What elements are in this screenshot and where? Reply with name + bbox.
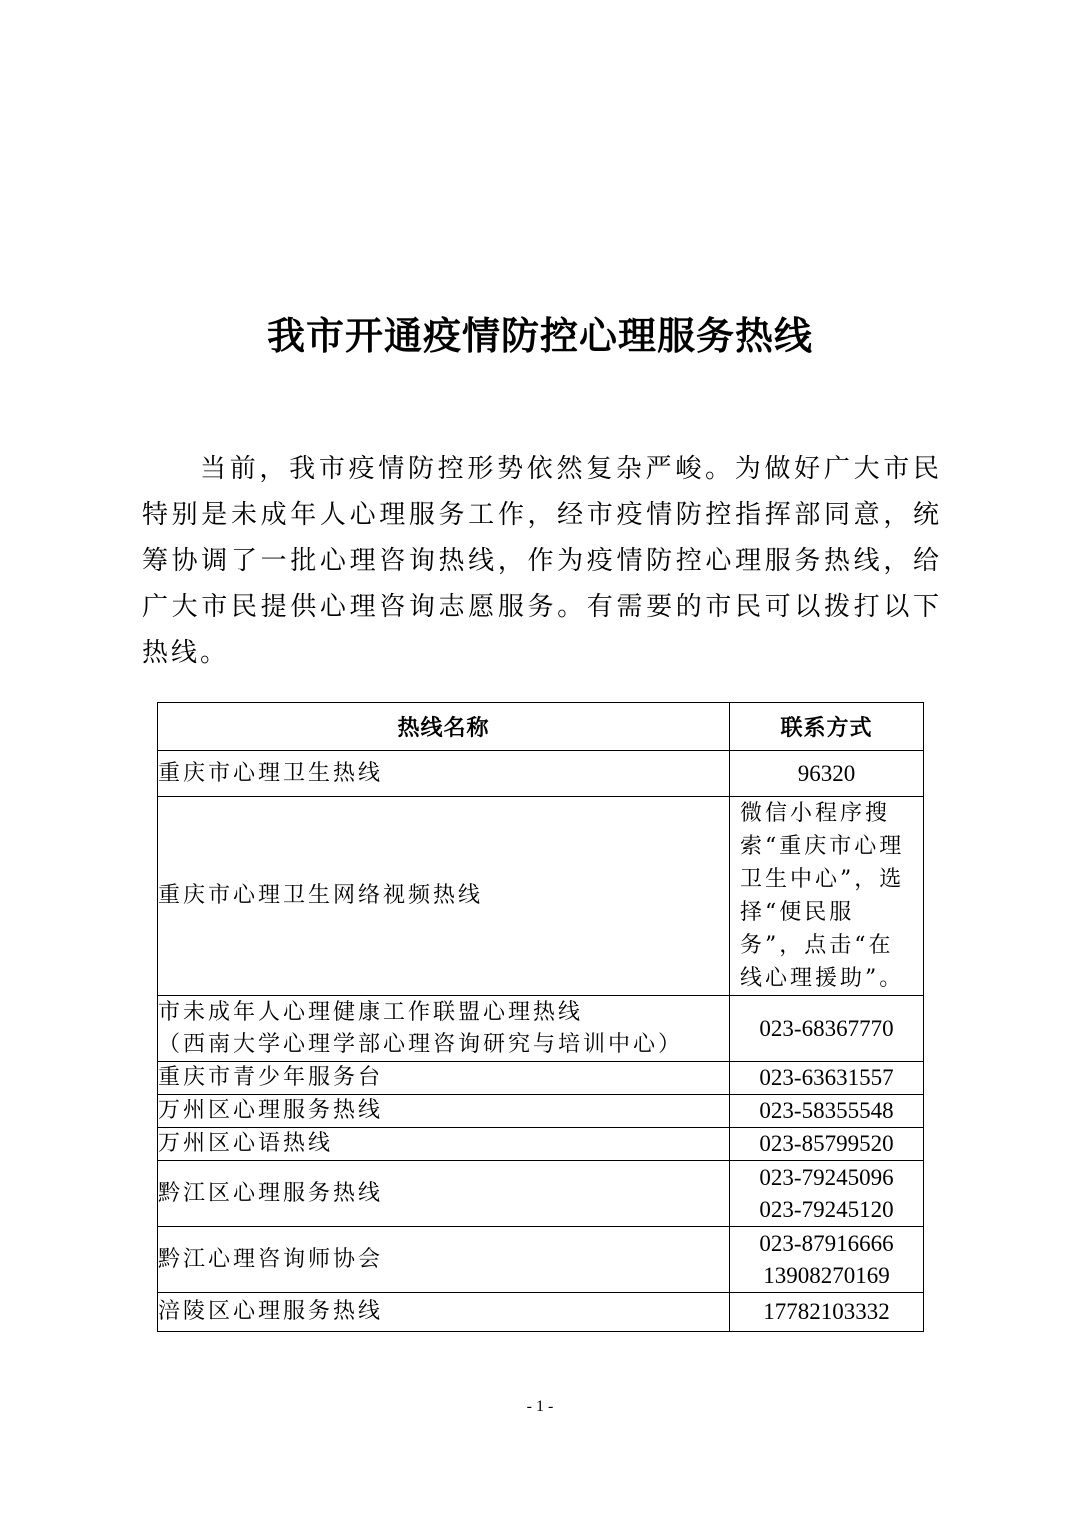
hotline-name: 黔江区心理服务热线 xyxy=(158,1161,730,1227)
table-row xyxy=(158,1062,924,1095)
hotline-contact-line1: 023-87916666 xyxy=(759,1230,894,1256)
hotline-name: 重庆市心理卫生热线 xyxy=(158,751,730,797)
hotline-name xyxy=(158,996,730,1062)
table-row xyxy=(158,996,924,1062)
table-row xyxy=(158,751,924,797)
table-row xyxy=(158,1095,924,1128)
table-row xyxy=(158,1161,924,1227)
table-row xyxy=(158,1128,924,1161)
table-header-row xyxy=(158,703,924,751)
hotline-contact-wechat-instructions: 微信小程序搜索“重庆市心理卫生中心”，选择“便民服务”，点击“在线心理援助”。 xyxy=(730,797,924,996)
hotline-name-line2: （西南大学心理学部心理咨询研究与培训中心） xyxy=(158,1031,684,1057)
hotline-contact xyxy=(730,1161,924,1227)
table-row xyxy=(158,1293,924,1332)
hotline-contact-line1: 023-79245096 xyxy=(759,1164,894,1190)
hotline-name: 万州区心理服务热线 xyxy=(158,1095,730,1128)
hotline-name: 重庆市心理卫生网络视频热线 xyxy=(158,797,730,996)
hotline-contact xyxy=(730,1227,924,1293)
hotline-contact: 023-63631557 xyxy=(730,1062,924,1095)
hotline-contact-line2: 13908270169 xyxy=(763,1262,890,1288)
hotline-contact: 17782103332 xyxy=(730,1293,924,1332)
header-hotline-name: 热线名称 xyxy=(158,703,730,751)
hotline-name: 万州区心语热线 xyxy=(158,1128,730,1161)
hotline-contact: 96320 xyxy=(730,751,924,797)
table-row xyxy=(158,1227,924,1293)
hotline-name: 涪陵区心理服务热线 xyxy=(158,1293,730,1332)
hotline-name: 黔江心理咨询师协会 xyxy=(158,1227,730,1293)
table-row xyxy=(158,797,924,996)
hotline-name: 重庆市青少年服务台 xyxy=(158,1062,730,1095)
hotline-contact: 023-58355548 xyxy=(730,1095,924,1128)
hotline-contact: 023-85799520 xyxy=(730,1128,924,1161)
intro-paragraph: 当前，我市疫情防控形势依然复杂严峻。为做好广大市民特别是未成年人心理服务工作，经市疫情防控指挥部同意，统筹协调了一批心理咨询热线，作为疫情防控心理服务热线，给广大市民提供心理咨询志愿服务。有需要的市民可以拨打以下热线。 xyxy=(142,454,942,668)
hotline-contact-line2: 023-79245120 xyxy=(759,1196,894,1222)
hotline-table xyxy=(157,702,924,1332)
hotline-contact: 023-68367770 xyxy=(730,996,924,1062)
header-contact: 联系方式 xyxy=(730,703,924,751)
hotline-name-line1: 市未成年人心理健康工作联盟心理热线 xyxy=(158,999,584,1025)
page-number: - 1 - xyxy=(526,1398,554,1415)
document-title: 我市开通疫情防控心理服务热线 xyxy=(266,314,813,358)
